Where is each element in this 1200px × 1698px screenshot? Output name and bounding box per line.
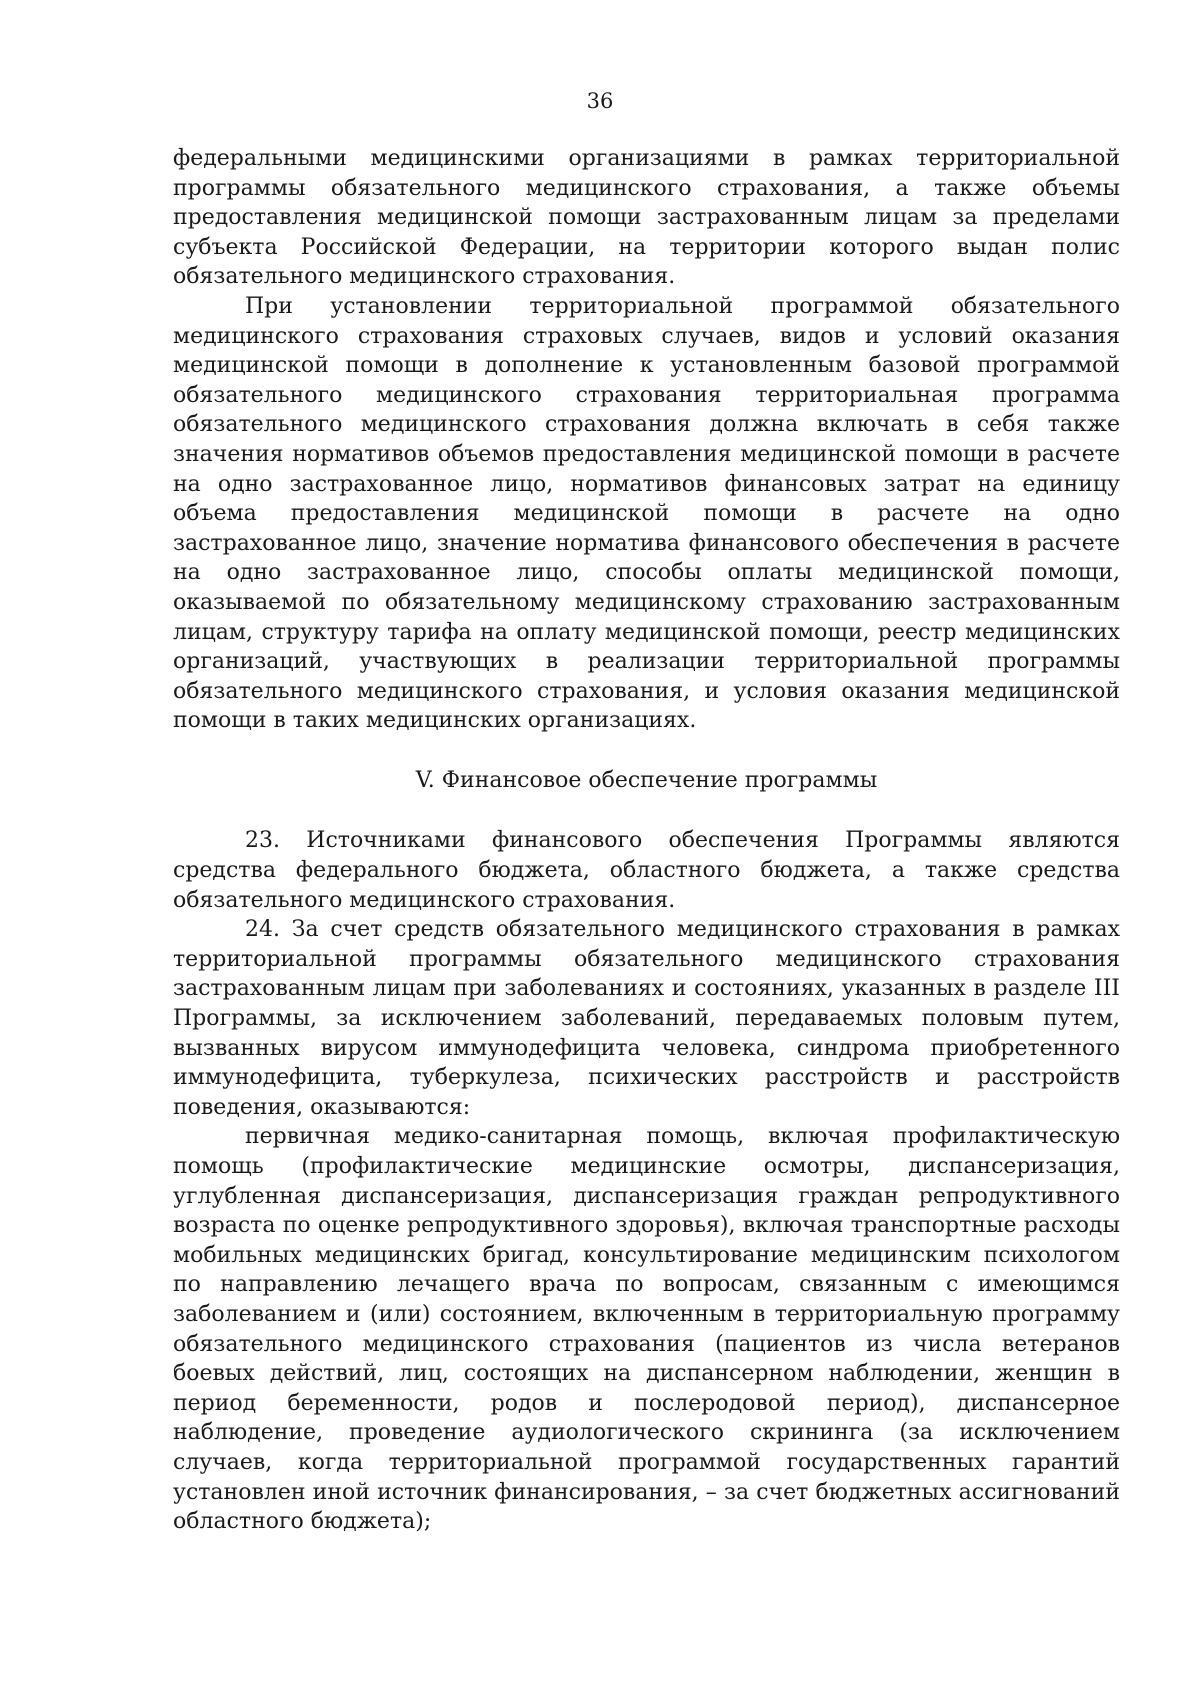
section-heading: V. Финансовое обеспечение программы [415,767,878,793]
paragraph-item-23: 23. Источниками финансового обеспечения Программы являются средства федерального бюджета, областного бюджета, а также средства обязательного медицинского страхования. [173,828,1120,913]
paragraph-continuation: федеральными медицинскими организациями в рамках территориальной программы обязательного медицинского страхования, а также объемы предоставления медицинской помощи застрахованным лицам за пределами субъекта Российской Федерации, на территории которого выдан полис обязательного медицинского страхования. [173,146,1120,290]
section-heading-wrap [173,766,1120,796]
page-number: 36 [586,89,614,113]
paragraph-primary-care: первичная медико-санитарная помощь, включая профилактическую помощь (профилактические медицинские осмотры, диспансеризация, углубленная диспансеризация, диспансеризация граждан репродуктивного возраста по оценке репродуктивного здоровья), включая транспортные расходы мобильных медицинских бригад, консультирование медицинским психологом по направлению лечащего врача по вопросам, связанным с имеющимся заболеванием и (или) состоянием, включенным в территориальную программу обязательного медицинского страхования (пациентов из числа ветеранов боевых действий, лиц, состоящих на диспансерном наблюдении, женщин в период беременности, родов и послеродовой период), диспансерное наблюдение, проведение аудиологического скрининга (за исключением случаев, когда территориальной программой государственных гарантий установлен иной источник финансирования, – за счет бюджетных ассигнований областного бюджета); [173,1124,1120,1535]
document-body [173,144,1120,1537]
paragraph-item-24: 24. За счет средств обязательного медицинского страхования в рамках территориальной программы обязательного медицинского страхования застрахованным лицам при заболеваниях и состояниях, указанных в разделе III Программы, за исключением заболеваний, передаваемых половым путем, вызванных вирусом иммунодефицита человека, синдрома приобретенного иммунодефицита, туберкулеза, психических расстройств и расстройств поведения, оказываются: [173,917,1120,1120]
paragraph-territorial-program: При установлении территориальной программой обязательного медицинского страхования страховых случаев, видов и условий оказания медицинской помощи в дополнение к установленным базовой программой обязательного медицинского страхования территориальная программа обязательного медицинского страхования должна включать в себя также значения нормативов объемов предоставления медицинской помощи в расчете на одно застрахованное лицо, нормативов финансовых затрат на единицу объема предоставления медицинской помощи в расчете на одно застрахованное лицо, значение норматива финансового обеспечения в расчете на одно застрахованное лицо, способы оплаты медицинской помощи, оказываемой по обязательному медицинскому страхованию застрахованным лицам, структуру тарифа на оплату медицинской помощи, реестр медицинских организаций, участвующих в реализации территориальной программы обязательного медицинского страхования, и условия оказания медицинской помощи в таких медицинских организациях. [173,293,1120,734]
